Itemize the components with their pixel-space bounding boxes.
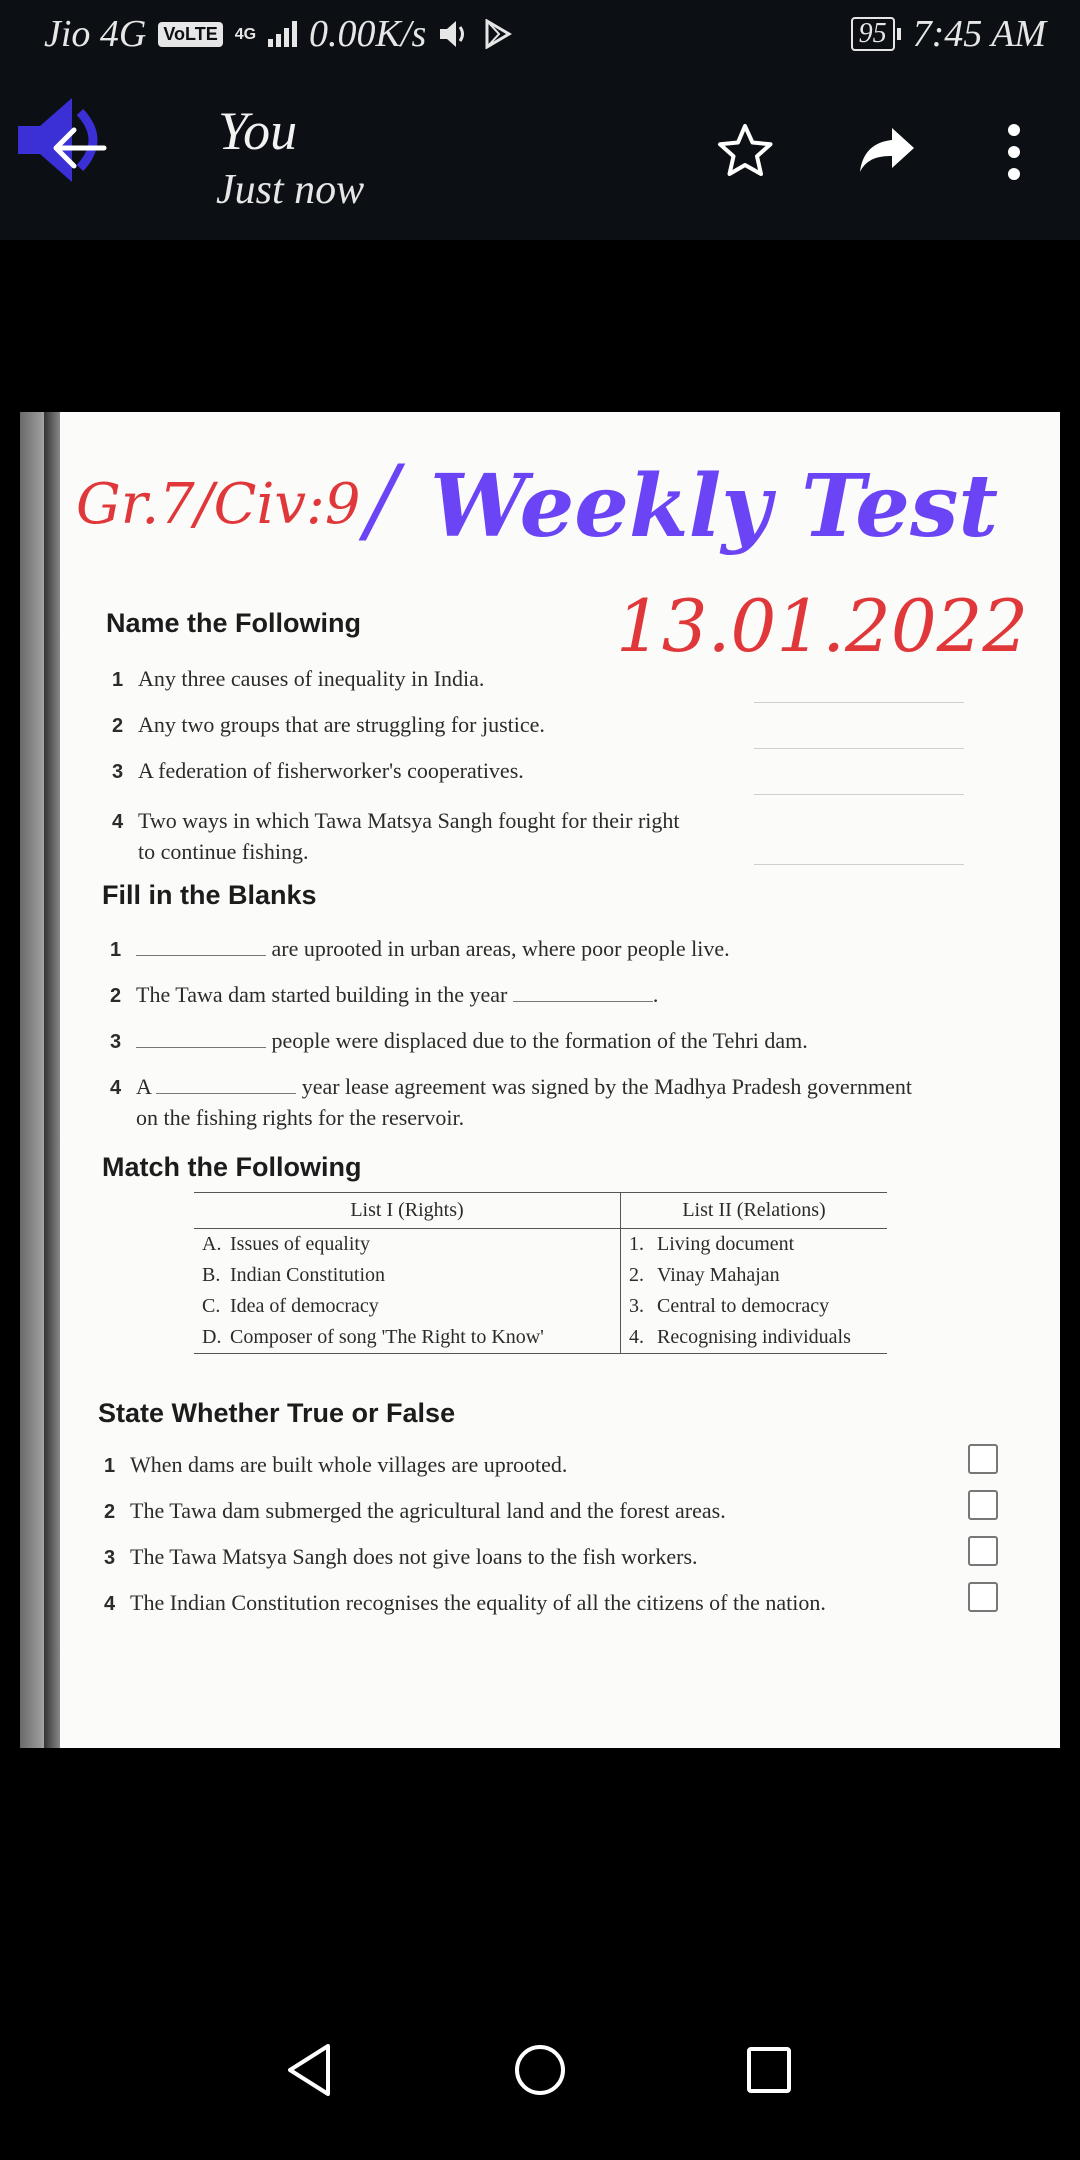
play-store-icon — [484, 19, 512, 49]
item-text: The Tawa dam started building in the year — [136, 982, 508, 1007]
date-handwriting: 13.01.2022 — [616, 584, 1029, 668]
item-number: 1 — [104, 1455, 116, 1477]
data-speed: 0.00K/s — [309, 13, 427, 55]
item-text: The Tawa dam submerged the agricultural land and the forest areas. — [130, 1498, 726, 1523]
item-number: 4 — [104, 1593, 116, 1615]
tf-item — [104, 1542, 698, 1573]
worksheet-page — [60, 412, 1060, 1748]
item-number: 2 — [110, 985, 122, 1007]
sender-name: You — [218, 101, 298, 161]
true-false-heading: State Whether True or False — [98, 1398, 456, 1428]
row-number: 2. — [629, 1264, 644, 1286]
row-letter: D. — [202, 1326, 222, 1348]
item-number: 1 — [110, 939, 122, 961]
tf-item — [104, 1450, 567, 1481]
match-following-heading: Match the Following — [102, 1152, 362, 1182]
item-text: The Tawa Matsya Sangh does not give loans to the fish workers. — [130, 1544, 698, 1569]
back-triangle-icon[interactable] — [284, 2040, 334, 2100]
item-text: Two ways in which Tawa Matsya Sangh fought for their right — [138, 808, 680, 833]
fill-blanks-heading: Fill in the Blanks — [102, 880, 317, 910]
worksheet-photo[interactable] — [20, 412, 1060, 1748]
signal-icon — [268, 21, 297, 47]
row-number: 4. — [629, 1326, 644, 1348]
item-text-continued: on the fishing rights for the reservoir. — [136, 1105, 465, 1130]
right-cell: Living document — [657, 1233, 795, 1255]
slash-handwriting: / — [366, 446, 398, 555]
answer-checkbox — [968, 1582, 998, 1612]
recents-square-icon[interactable] — [744, 2040, 794, 2100]
answer-line — [754, 748, 964, 749]
name-item — [112, 756, 524, 787]
home-circle-icon[interactable] — [512, 2040, 568, 2100]
left-cell: Idea of democracy — [230, 1295, 379, 1317]
item-number: 1 — [112, 669, 124, 691]
clock: 7:45 AM — [912, 13, 1046, 55]
row-number: 3. — [629, 1295, 644, 1317]
left-cell: Indian Constitution — [230, 1264, 385, 1286]
answer-line — [754, 794, 964, 795]
answer-checkbox — [968, 1444, 998, 1474]
item-number: 3 — [112, 761, 124, 783]
table-row — [194, 1322, 887, 1354]
fill-item — [110, 980, 658, 1011]
list-two-header: List II (Relations) — [621, 1193, 888, 1229]
fill-item — [110, 1072, 912, 1133]
item-text: are uprooted in urban areas, where poor people live. — [271, 936, 730, 961]
fill-item — [110, 1026, 808, 1057]
item-number: 4 — [110, 1077, 122, 1099]
row-letter: B. — [202, 1264, 221, 1286]
match-table — [194, 1192, 887, 1354]
name-item — [112, 710, 545, 741]
item-text: people were displaced due to the formation of the Tehri dam. — [271, 1028, 808, 1053]
share-icon[interactable] — [856, 122, 918, 178]
item-number: 2 — [112, 715, 124, 737]
app-bar — [0, 72, 1080, 240]
volte-badge: VoLTE — [158, 22, 222, 47]
tf-item — [104, 1588, 826, 1619]
item-number: 4 — [112, 811, 124, 833]
item-text-continued: to continue fishing. — [138, 839, 309, 864]
status-bar — [0, 0, 1080, 72]
right-cell: Vinay Mahajan — [657, 1264, 780, 1286]
answer-line — [754, 864, 964, 865]
item-text-middle: year lease agreement was signed by the Madhya Pradesh government — [301, 1074, 912, 1099]
sent-time: Just now — [216, 167, 365, 213]
row-letter: C. — [202, 1295, 221, 1317]
volume-icon — [438, 19, 472, 49]
left-cell: Composer of song 'The Right to Know' — [230, 1326, 544, 1348]
class-code-handwriting: Gr.7/Civ:9 — [76, 472, 361, 537]
row-letter: A. — [202, 1233, 222, 1255]
tf-item — [104, 1496, 726, 1527]
status-right — [851, 12, 1046, 56]
answer-line — [754, 702, 964, 703]
star-icon[interactable] — [716, 122, 774, 178]
right-cell: Recognising individuals — [657, 1326, 851, 1348]
fill-item — [110, 934, 730, 965]
book-spine — [20, 412, 58, 1748]
name-item — [112, 806, 680, 867]
status-left — [44, 12, 512, 56]
answer-checkbox — [968, 1490, 998, 1520]
right-cell: Central to democracy — [657, 1295, 830, 1317]
row-number: 1. — [629, 1233, 644, 1255]
table-row — [194, 1229, 887, 1261]
item-number: 3 — [104, 1547, 116, 1569]
item-number: 2 — [104, 1501, 116, 1523]
item-text: A — [136, 1074, 151, 1099]
name-following-heading: Name the Following — [106, 608, 362, 638]
item-text: The Indian Constitution recognises the equality of all the citizens of the nation. — [130, 1590, 826, 1615]
navigation-bar — [0, 1980, 1080, 2160]
carrier-label: Jio 4G — [44, 13, 147, 55]
item-text: A federation of fisherworker's cooperatives. — [138, 758, 524, 783]
item-text: Any three causes of inequality in India. — [138, 666, 485, 691]
item-text-end: . — [652, 982, 659, 1007]
item-number: 3 — [110, 1031, 122, 1053]
table-row — [194, 1260, 887, 1291]
network-type: 4G — [234, 25, 257, 43]
weekly-test-handwriting: Weekly Test — [430, 456, 999, 557]
list-one-header: List I (Rights) — [194, 1193, 621, 1229]
back-arrow-icon[interactable] — [48, 124, 108, 172]
table-row — [194, 1291, 887, 1322]
item-text: Any two groups that are struggling for justice. — [138, 712, 545, 737]
answer-checkbox — [968, 1536, 998, 1566]
battery-indicator: 95 — [851, 17, 895, 51]
left-cell: Issues of equality — [230, 1233, 370, 1255]
item-text: When dams are built whole villages are uprooted. — [130, 1452, 568, 1477]
more-vert-icon[interactable] — [1000, 122, 1028, 182]
name-item — [112, 664, 484, 695]
